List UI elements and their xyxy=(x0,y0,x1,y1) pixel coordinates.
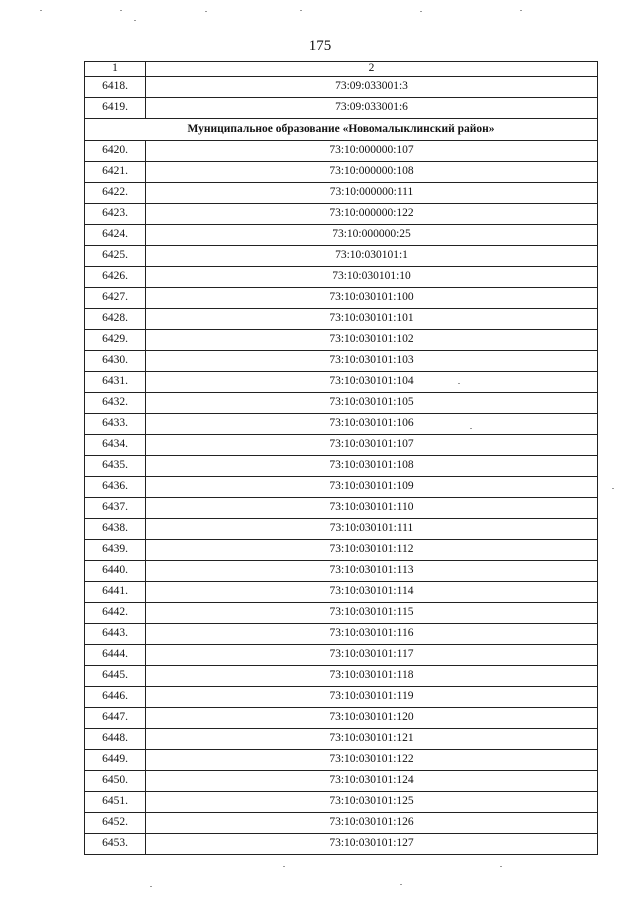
row-number: 6450. xyxy=(85,771,146,792)
row-number: 6431. xyxy=(85,372,146,393)
section-title: Муниципальное образование «Новомалыклинский район» xyxy=(85,119,598,141)
table-row xyxy=(85,813,598,834)
row-number: 6437. xyxy=(85,498,146,519)
cadastral-number: 73:09:033001:3 xyxy=(146,77,598,98)
cadastral-number: 73:10:030101:10 xyxy=(146,267,598,288)
cadastral-number: 73:10:030101:125 xyxy=(146,792,598,813)
scan-speck xyxy=(205,11,207,12)
row-number: 6445. xyxy=(85,666,146,687)
table-row xyxy=(85,771,598,792)
row-number: 6428. xyxy=(85,309,146,330)
table-row xyxy=(85,456,598,477)
cadastral-number: 73:10:000000:111 xyxy=(146,183,598,204)
table-row xyxy=(85,561,598,582)
row-number: 6429. xyxy=(85,330,146,351)
row-number: 6426. xyxy=(85,267,146,288)
row-number: 6433. xyxy=(85,414,146,435)
table-row xyxy=(85,162,598,183)
table-row xyxy=(85,267,598,288)
row-number: 6440. xyxy=(85,561,146,582)
table-row xyxy=(85,666,598,687)
page-number: 175 xyxy=(308,38,332,54)
scan-speck xyxy=(612,488,614,489)
row-number: 6425. xyxy=(85,246,146,267)
table-row xyxy=(85,351,598,372)
scan-speck xyxy=(500,866,502,867)
cadastral-number: 73:10:030101:127 xyxy=(146,834,598,855)
table-row xyxy=(85,540,598,561)
cadastral-number: 73:10:030101:102 xyxy=(146,330,598,351)
row-number: 6436. xyxy=(85,477,146,498)
row-number: 6424. xyxy=(85,225,146,246)
column-header-number: 1 xyxy=(85,62,146,77)
row-number: 6441. xyxy=(85,582,146,603)
table-row xyxy=(85,708,598,729)
scan-speck xyxy=(520,10,522,11)
cadastral-number: 73:10:030101:117 xyxy=(146,645,598,666)
table-row xyxy=(85,792,598,813)
cadastral-number: 73:10:030101:114 xyxy=(146,582,598,603)
row-number: 6452. xyxy=(85,813,146,834)
row-number: 6451. xyxy=(85,792,146,813)
table-row xyxy=(85,687,598,708)
scan-speck xyxy=(150,886,152,887)
cadastral-number: 73:10:030101:101 xyxy=(146,309,598,330)
table-row xyxy=(85,309,598,330)
cadastral-number: 73:10:030101:124 xyxy=(146,771,598,792)
scan-speck xyxy=(40,10,42,11)
cadastral-number: 73:10:030101:121 xyxy=(146,729,598,750)
row-number: 6421. xyxy=(85,162,146,183)
table-row xyxy=(85,330,598,351)
cadastral-number: 73:10:030101:115 xyxy=(146,603,598,624)
cadastral-number: 73:10:030101:116 xyxy=(146,624,598,645)
cadastral-number: 73:10:030101:107 xyxy=(146,435,598,456)
cadastral-number: 73:10:030101:108 xyxy=(146,456,598,477)
table-row xyxy=(85,141,598,162)
cadastral-number: 73:10:030101:118 xyxy=(146,666,598,687)
cadastral-number: 73:10:030101:122 xyxy=(146,750,598,771)
table-row xyxy=(85,624,598,645)
row-number: 6449. xyxy=(85,750,146,771)
table-row xyxy=(85,435,598,456)
scan-speck xyxy=(400,884,402,885)
scan-speck xyxy=(134,20,136,21)
cadastral-number: 73:10:030101:113 xyxy=(146,561,598,582)
cadastral-number: 73:10:030101:104 xyxy=(146,372,598,393)
table-row xyxy=(85,98,598,119)
row-number: 6420. xyxy=(85,141,146,162)
scan-speck xyxy=(120,10,122,11)
table-row xyxy=(85,603,598,624)
cadastral-number: 73:10:030101:112 xyxy=(146,540,598,561)
table-row xyxy=(85,834,598,855)
row-number: 6453. xyxy=(85,834,146,855)
cadastral-number: 73:10:030101:103 xyxy=(146,351,598,372)
column-header-code: 2 xyxy=(146,62,598,77)
cadastral-number: 73:10:030101:111 xyxy=(146,519,598,540)
scan-speck xyxy=(283,866,285,867)
cadastral-number: 73:10:000000:107 xyxy=(146,141,598,162)
table-row xyxy=(85,729,598,750)
cadastral-number: 73:10:030101:119 xyxy=(146,687,598,708)
row-number: 6430. xyxy=(85,351,146,372)
table-row xyxy=(85,645,598,666)
cadastral-number: 73:10:030101:110 xyxy=(146,498,598,519)
table-row xyxy=(85,393,598,414)
table-row xyxy=(85,225,598,246)
scan-speck xyxy=(300,10,302,11)
row-number: 6418. xyxy=(85,77,146,98)
row-number: 6443. xyxy=(85,624,146,645)
cadastral-table xyxy=(84,61,598,855)
cadastral-number: 73:10:030101:109 xyxy=(146,477,598,498)
cadastral-number: 73:10:000000:25 xyxy=(146,225,598,246)
table-row xyxy=(85,77,598,98)
table-row xyxy=(85,582,598,603)
row-number: 6442. xyxy=(85,603,146,624)
row-number: 6427. xyxy=(85,288,146,309)
row-number: 6448. xyxy=(85,729,146,750)
cadastral-number: 73:10:030101:100 xyxy=(146,288,598,309)
row-number: 6444. xyxy=(85,645,146,666)
cadastral-number: 73:10:030101:1 xyxy=(146,246,598,267)
table-row xyxy=(85,414,598,435)
section-header-row xyxy=(85,119,598,141)
row-number: 6434. xyxy=(85,435,146,456)
cadastral-number: 73:10:000000:122 xyxy=(146,204,598,225)
row-number: 6435. xyxy=(85,456,146,477)
row-number: 6438. xyxy=(85,519,146,540)
table-header-row xyxy=(85,62,598,77)
row-number: 6419. xyxy=(85,98,146,119)
cadastral-number: 73:10:030101:105 xyxy=(146,393,598,414)
row-number: 6447. xyxy=(85,708,146,729)
table-row xyxy=(85,519,598,540)
table-row xyxy=(85,204,598,225)
scan-speck xyxy=(420,11,422,12)
table-row xyxy=(85,183,598,204)
table-row xyxy=(85,372,598,393)
table-row xyxy=(85,477,598,498)
table-row xyxy=(85,750,598,771)
cadastral-number: 73:10:030101:126 xyxy=(146,813,598,834)
cadastral-number: 73:10:030101:106 xyxy=(146,414,598,435)
cadastral-number: 73:10:030101:120 xyxy=(146,708,598,729)
row-number: 6439. xyxy=(85,540,146,561)
cadastral-number: 73:10:000000:108 xyxy=(146,162,598,183)
row-number: 6446. xyxy=(85,687,146,708)
row-number: 6422. xyxy=(85,183,146,204)
table-row xyxy=(85,246,598,267)
table-row xyxy=(85,288,598,309)
table-row xyxy=(85,498,598,519)
cadastral-number: 73:09:033001:6 xyxy=(146,98,598,119)
row-number: 6432. xyxy=(85,393,146,414)
row-number: 6423. xyxy=(85,204,146,225)
